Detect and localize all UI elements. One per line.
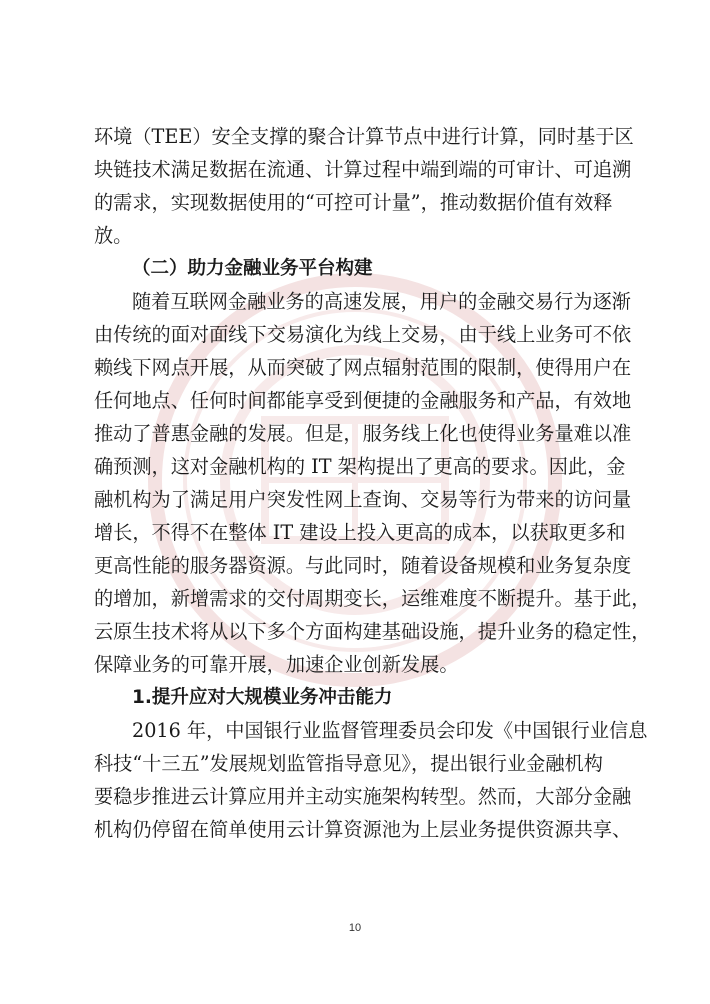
subsection-heading: 1.提升应对大规模业务冲击能力 <box>132 687 393 708</box>
text-line: 要稳步推进云计算应用并主动实施架构转型。然而，大部分金融 <box>94 785 632 808</box>
text-line: 保障业务的可靠开展，加速企业创新发展。 <box>94 653 459 676</box>
page-number: 10 <box>348 922 362 934</box>
text-line: 的增加，新增需求的交付周期变长，运维难度不断提升。基于此， <box>94 587 651 610</box>
text-line: 确预测，这对金融机构的 IT 架构提出了更高的要求。因此，金 <box>94 455 626 478</box>
text-line: 的需求，实现数据使用的“可控可计量”，推动数据价值有效释 <box>94 191 613 214</box>
text-line: 赖线下网点开展，从而突破了网点辐射范围的限制，使得用户在 <box>94 356 632 379</box>
document-body <box>94 120 651 846</box>
text-line: 环境（TEE）安全支撑的聚合计算节点中进行计算，同时基于区 <box>94 125 634 148</box>
text-line: 推动了普惠金融的发展。但是，服务线上化也使得业务量难以准 <box>94 422 632 445</box>
paragraph-1 <box>94 120 634 252</box>
text-line: 融机构为了满足用户突发性网上查询、交易等行为带来的访问量 <box>94 488 632 511</box>
text-line: 更高性能的服务器资源。与此同时，随着设备规模和业务复杂度 <box>94 554 632 577</box>
text-line: 任何地点、任何时间都能享受到便捷的金融服务和产品，有效地 <box>94 389 632 412</box>
text-line: 科技“十三五”发展规划监管指导意见》，提出银行业金融机构 <box>94 752 603 775</box>
text-line: 放。 <box>94 224 133 247</box>
text-line: 云原生技术将从以下多个方面构建基础设施，提升业务的稳定性， <box>94 620 651 643</box>
text-line: 增长，不得不在整体 IT 建设上投入更高的成本，以获取更多和 <box>94 521 626 544</box>
section-heading: （二）助力金融业务平台构建 <box>132 258 373 279</box>
text-line: 2016 年，中国银行业监督管理委员会印发《中国银行业信息 <box>132 719 648 742</box>
text-line: 机构仍停留在简单使用云计算资源池为上层业务提供资源共享、 <box>94 818 632 841</box>
paragraph-3 <box>94 714 648 846</box>
paragraph-2 <box>94 285 651 681</box>
text-line: 块链技术满足数据在流通、计算过程中端到端的可审计、可追溯 <box>94 158 632 181</box>
text-line: 随着互联网金融业务的高速发展，用户的金融交易行为逐渐 <box>132 290 631 313</box>
text-line: 由传统的面对面线下交易演化为线上交易，由于线上业务可不依 <box>94 323 632 346</box>
